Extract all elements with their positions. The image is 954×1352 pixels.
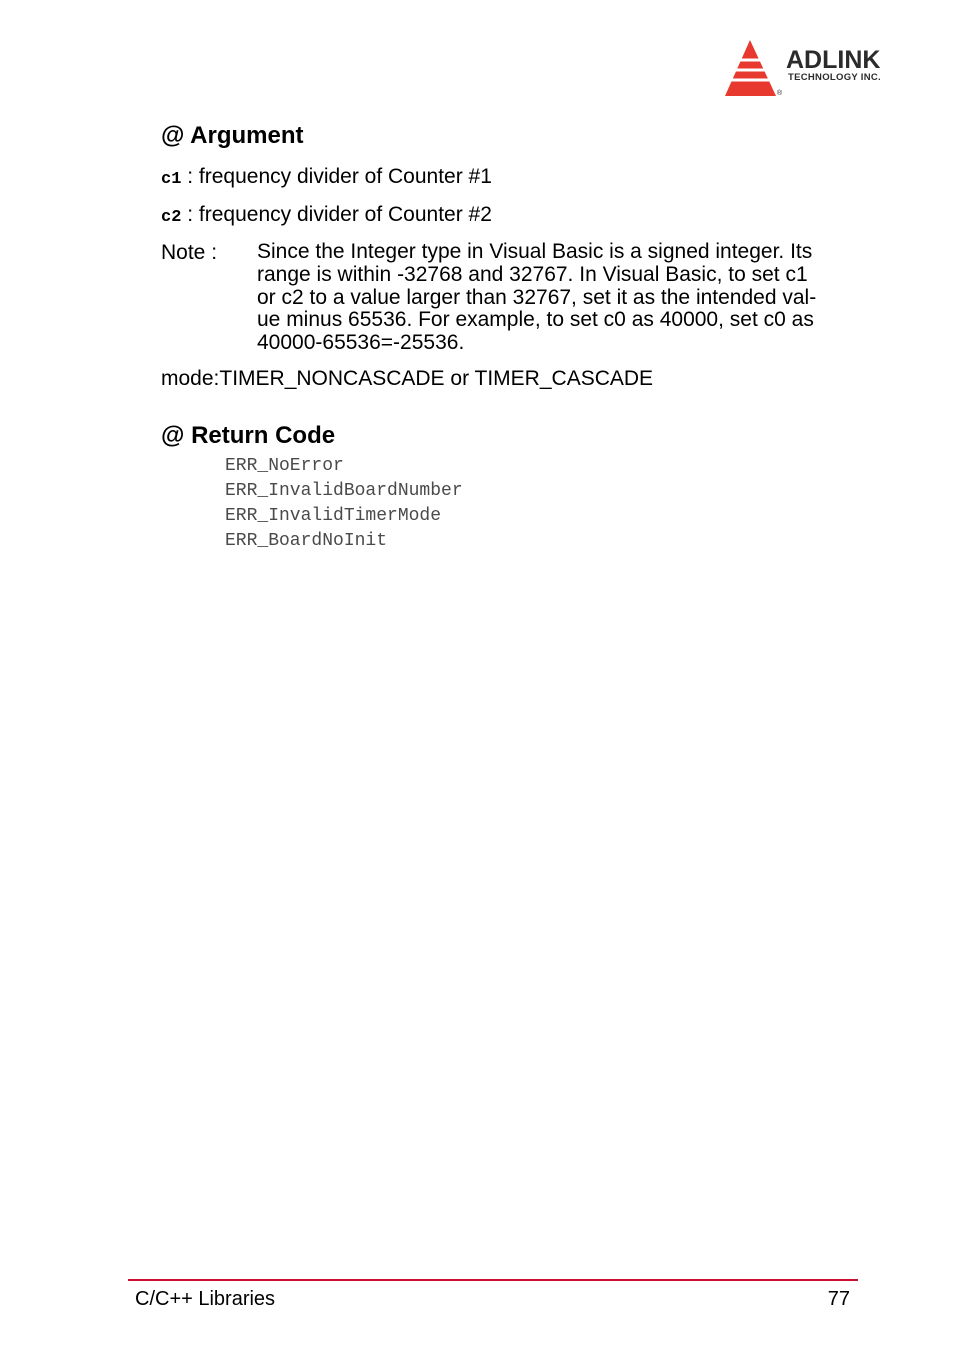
return-code-list bbox=[225, 454, 463, 554]
note-line: range is within -32768 and 32767. In Visual Basic, to set c1 bbox=[257, 262, 808, 286]
c2-description: : frequency divider of Counter #2 bbox=[181, 203, 492, 226]
logo-registered-mark: ® bbox=[777, 90, 783, 97]
argument-heading: @ Argument bbox=[161, 122, 304, 149]
note-line: or c2 to a value larger than 32767, set it as the intended val- bbox=[257, 285, 817, 309]
logo-name: ADLINK bbox=[786, 46, 881, 74]
logo-subtitle: TECHNOLOGY INC. bbox=[788, 72, 881, 83]
argument-c2 bbox=[161, 203, 492, 230]
note-body bbox=[257, 241, 862, 355]
c1-description: : frequency divider of Counter #1 bbox=[181, 165, 492, 188]
argument-c1 bbox=[161, 165, 492, 192]
note-line: Since the Integer type in Visual Basic is a signed integer. Its bbox=[257, 240, 813, 263]
company-logo bbox=[722, 38, 912, 100]
note-label: Note : bbox=[161, 241, 218, 264]
footer-divider bbox=[128, 1279, 858, 1281]
return-code: ERR_InvalidTimerMode bbox=[225, 506, 442, 526]
adlink-triangle-logo-icon bbox=[722, 38, 782, 100]
footer-section-title: C/C++ Libraries bbox=[135, 1288, 276, 1310]
note-line: 40000-65536=-25536. bbox=[257, 331, 465, 354]
c2-name: c2 bbox=[161, 208, 182, 227]
mode-description: mode:TIMER_NONCASCADE or TIMER_CASCADE bbox=[161, 367, 654, 390]
page-number: 77 bbox=[827, 1288, 850, 1310]
note-line: ue minus 65536. For example, to set c0 as 40000, set c0 as bbox=[257, 308, 814, 332]
return-code: ERR_BoardNoInit bbox=[225, 531, 388, 551]
return-code: ERR_NoError bbox=[225, 456, 344, 476]
c1-name: c1 bbox=[161, 170, 182, 189]
return-code-heading: @ Return Code bbox=[161, 422, 336, 449]
return-code: ERR_InvalidBoardNumber bbox=[225, 481, 463, 501]
